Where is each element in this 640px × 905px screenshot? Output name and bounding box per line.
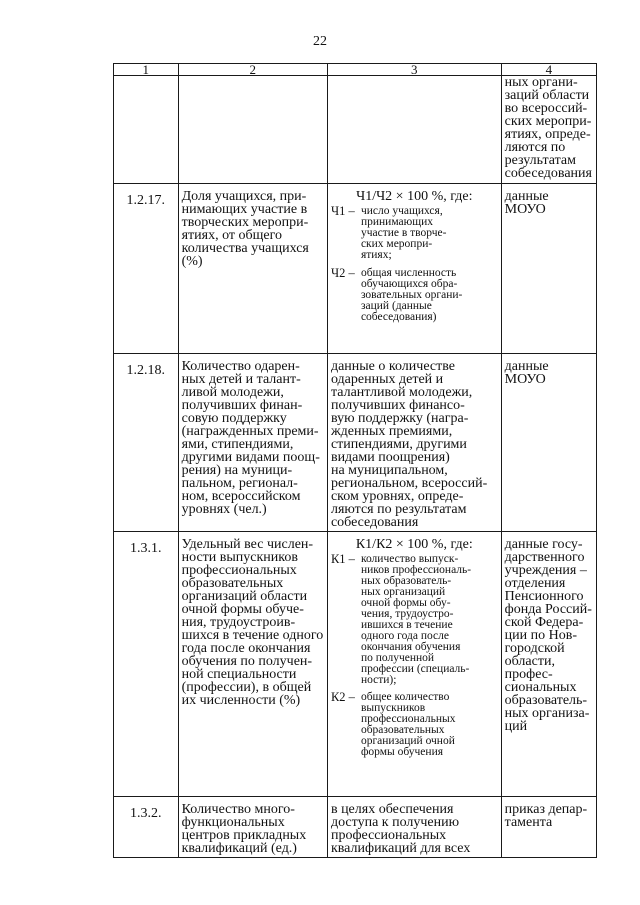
row-number <box>114 76 179 184</box>
definition-item <box>331 692 498 758</box>
definition-item <box>331 268 498 323</box>
table-row <box>114 76 597 184</box>
table-row <box>114 184 597 354</box>
column-header-4: 4 <box>501 64 596 76</box>
data-source: данные МОУО <box>501 184 596 354</box>
definition-item <box>331 554 498 686</box>
row-number: 1.2.18. <box>114 354 179 532</box>
row-number: 1.3.1. <box>114 532 179 797</box>
formula: К1/К2 × 100 %, где: <box>355 537 473 552</box>
definition-text: количество выпуск- ников профессиональ- ных образователь- ных организаций очной формы обу- чения, трудоустро- ившихся в течение одного года после окончания обучения по полученной профессии (специаль- ности); <box>360 553 472 686</box>
indicator-name <box>178 76 327 184</box>
table-row <box>114 797 597 858</box>
column-header-1: 1 <box>114 64 179 76</box>
data-source: данные госу- дарственного учреждения – отделения Пенсионного фонда Россий- ской Федера- ции по Нов- городской области, профес- сиональных образователь- ных организа- ций <box>501 532 596 797</box>
indicator-name: Количество одарен- ных детей и талант- ливой молодежи, получивших финан- совую поддержку (награжденных преми- ями, стипендиями, другими видами поощ- рения) на муници- пальном, регионал- ном, всероссийском уровнях (чел.) <box>178 354 327 532</box>
row-number: 1.3.2. <box>114 797 179 858</box>
definition-text: общая численность обучающихся обра- зовательных органи- заций (данные собеседования) <box>360 267 463 323</box>
data-source: данные МОУО <box>501 354 596 532</box>
definition-symbol: К2 – <box>330 690 355 704</box>
calculation-method: данные о количестве одаренных детей и талантливой молодежи, получивших финансо- вую поддержку (награ- жденных премиями, стипендиями, другими видами поощрения) на муниципальном, региональном, всероссий- ском уровнях, опреде- ляются по результатам собеседования <box>327 354 501 532</box>
data-source: ных органи- заций области во всероссий- ских меропри- ятиях, опреде- ляются по результатам собеседования <box>501 76 596 184</box>
calculation-method <box>327 184 501 354</box>
indicator-name: Удельный вес числен- ности выпускников профессиональных образовательных организаций области очной формы обуче- ния, трудоустроив- шихся в течение одного года после окончания обучения по получен- ной специальности (профессии), в общей их численности (%) <box>178 532 327 797</box>
data-source: приказ депар- тамента <box>501 797 596 858</box>
table-row <box>114 532 597 797</box>
definition-text: общее количество выпускников профессиональных образовательных организаций очной формы обучения <box>360 691 456 758</box>
table-row <box>114 354 597 532</box>
indicator-name: Доля учащихся, при- нимающих участие в творческих меропри- ятиях, от общего количества учащихся (%) <box>178 184 327 354</box>
definition-symbol: Ч2 – <box>330 266 355 280</box>
calculation-method: в целях обеспечения доступа к получению профессиональных квалификаций для всех <box>327 797 501 858</box>
column-header-2: 2 <box>178 64 327 76</box>
page-number: 22 <box>313 34 327 49</box>
definition-symbol: К1 – <box>330 552 355 566</box>
formula: Ч1/Ч2 × 100 %, где: <box>356 189 473 204</box>
calculation-method <box>327 76 501 184</box>
definition-symbol: Ч1 – <box>330 204 355 218</box>
definition-item <box>331 206 498 261</box>
column-header-3: 3 <box>327 64 501 76</box>
definition-text: число учащихся, принимающих участие в творче- ских меропри- ятиях; <box>360 205 447 261</box>
row-number: 1.2.17. <box>114 184 179 354</box>
indicators-table <box>113 63 597 858</box>
indicator-name: Количество много- функциональных центров прикладных квалификаций (ед.) <box>178 797 327 858</box>
table-header-row <box>114 64 597 76</box>
calculation-method <box>327 532 501 797</box>
